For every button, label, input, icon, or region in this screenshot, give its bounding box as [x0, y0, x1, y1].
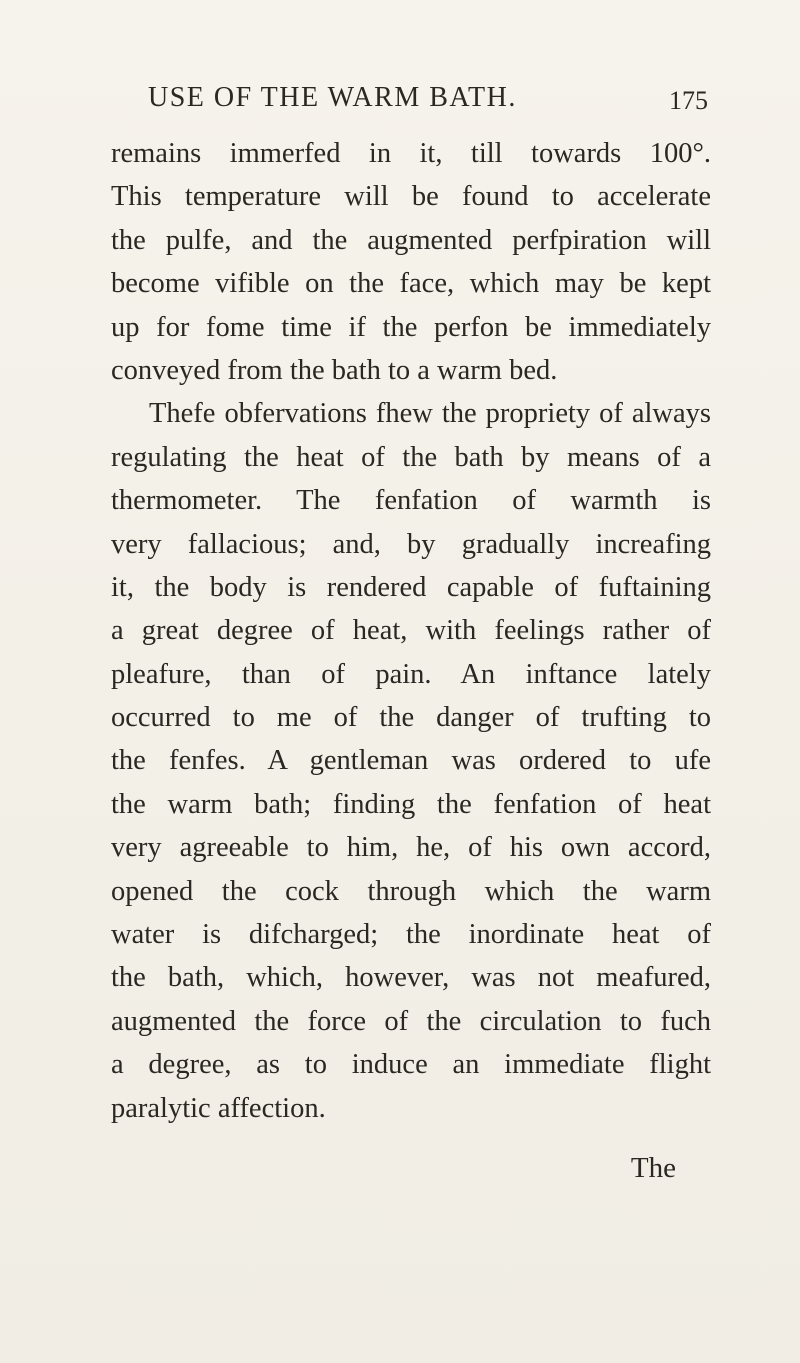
- text-line: a degree, as to induce an immediate flight: [111, 1049, 711, 1081]
- text-line: conveyed from the bath to a warm bed.: [111, 354, 558, 386]
- text-line: thermometer. The fenfation of warmth is: [111, 485, 711, 517]
- text-line: This temperature will be found to accelerate: [111, 181, 711, 213]
- text-line: remains immerfed in it, till towards 100°.: [111, 138, 711, 169]
- text-line: become vifible on the face, which may be kept: [111, 268, 711, 300]
- text-line: paralytic affection.: [111, 1092, 326, 1124]
- text-line: the warm bath; finding the fenfation of heat: [111, 788, 711, 820]
- text-line: the bath, which, however, was not meafured,: [111, 962, 711, 994]
- text-line: regulating the heat of the bath by means of a: [111, 441, 711, 473]
- page-number: 175: [669, 86, 708, 115]
- text-line: augmented the force of the circulation to fuch: [111, 1005, 711, 1037]
- text-line: up for fome time if the perfon be immediately: [111, 311, 711, 343]
- running-head-title: USE OF THE WARM BATH.: [148, 82, 517, 113]
- text-line: it, the body is rendered capable of fuftaining: [111, 571, 711, 603]
- running-head: [148, 82, 708, 122]
- catchword: The: [630, 1152, 676, 1184]
- text-line: pleafure, than of pain. An inftance lately: [111, 658, 711, 690]
- text-line: a great degree of heat, with feelings rather of: [111, 615, 711, 647]
- text-line: Thefe obfervations fhew the propriety of always: [149, 398, 711, 430]
- text-line: water is difcharged; the inordinate heat of: [111, 919, 711, 951]
- body-text: [111, 132, 711, 1130]
- text-line: very fallacious; and, by gradually increafing: [111, 528, 711, 560]
- text-line: the fenfes. A gentleman was ordered to ufe: [111, 745, 711, 777]
- text-line: very agreeable to him, he, of his own accord,: [111, 832, 711, 864]
- text-line: the pulfe, and the augmented perfpiration will: [111, 224, 711, 256]
- text-line: opened the cock through which the warm: [111, 875, 711, 907]
- text-line: occurred to me of the danger of trufting to: [111, 702, 711, 734]
